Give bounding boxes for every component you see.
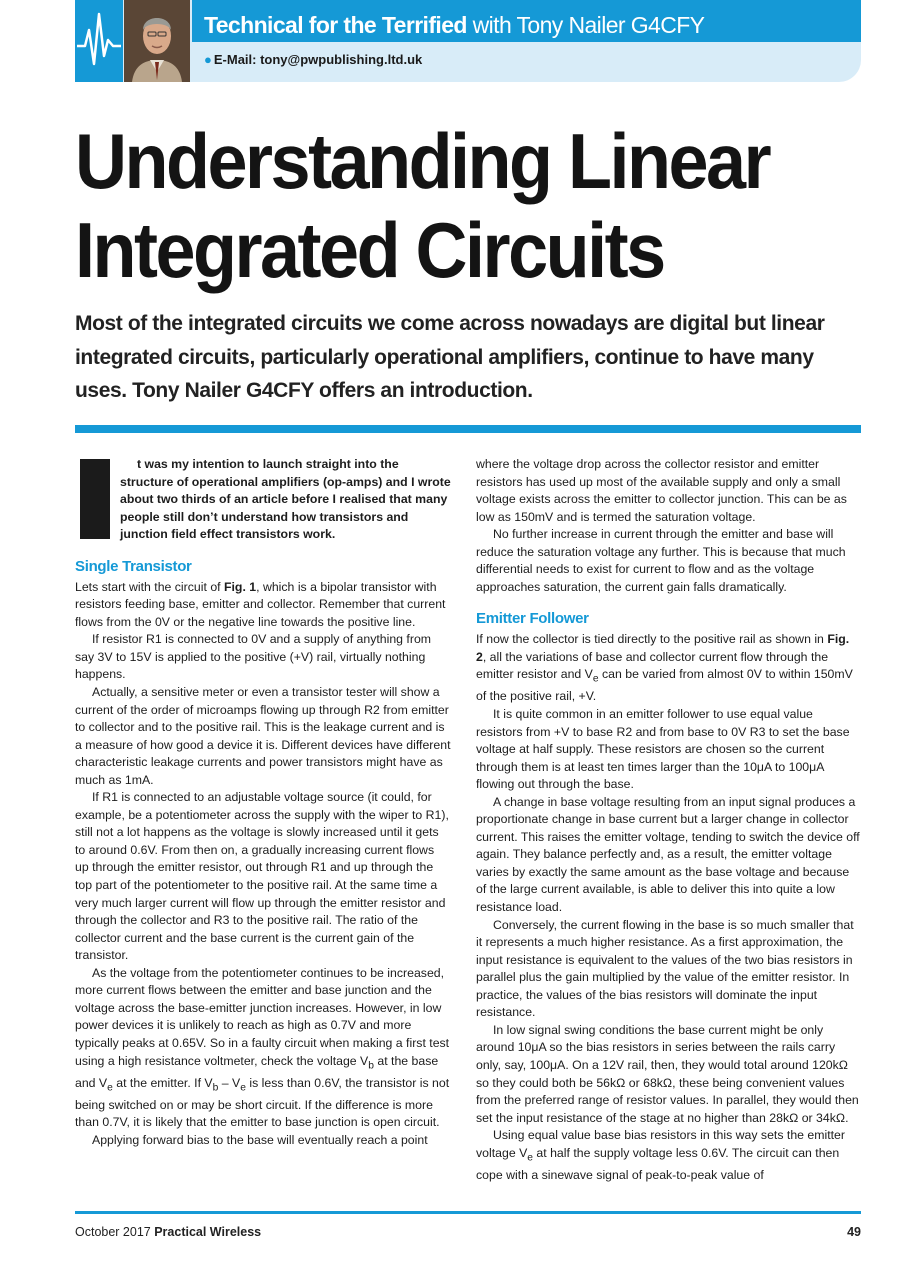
bullet-icon: ●	[204, 52, 212, 67]
footer-issue	[75, 1225, 261, 1239]
intro-paragraph: t was my intention to launch straight into the structure of operational amplifiers (op-amps) and I wrote about two thirds of an article before I realised that many people still don’t understand how transistors and junction field effect transistors work.	[120, 457, 451, 542]
body-paragraph: If resistor R1 is connected to 0V and a supply of anything from say 3V to 15V is applied to the positive (+V) rail, virtually nothing happens.	[75, 632, 432, 682]
section-heading-single-transistor: Single Transistor	[75, 557, 192, 575]
article-title-line-1: Understanding Linear	[75, 119, 770, 206]
series-title-bold: Technical for the Terrified	[204, 12, 467, 38]
article-title	[75, 118, 875, 295]
series-title	[204, 10, 704, 40]
author-photo	[124, 0, 190, 82]
right-column	[476, 456, 862, 1184]
page-number: 49	[847, 1225, 861, 1239]
body-paragraph: Applying forward bias to the base will eventually reach a point	[92, 1132, 428, 1147]
title-divider	[75, 425, 861, 433]
series-title-author: with Tony Nailer G4CFY	[466, 12, 705, 38]
body-paragraph: Conversely, the current flowing in the base is so much smaller that it represents a much higher resistance. As a first approximation, the input resistance is equivalent to the values of the two bias resistors in parallel plus the gain multiplied by the value of the emitter resistor. In practice, the values of the bias resistors will dominate the input resistance.	[476, 917, 854, 1020]
body-paragraph: where the voltage drop across the collector resistor and emitter resistors has used up most of the available supply and only a small voltage exists across the emitter to collector junction. This can be as low as 150mV and is termed the saturation voltage.	[476, 457, 847, 524]
body-paragraph: Actually, a sensitive meter or even a transistor tester will show a current of the order of microamps flowing up through R2 from emitter to collector and to the positive rail. This is the leakage current and is a measure of how good a device it is. Different devices have different characteristic leakage currents and power transistors might have as much as 1mA.	[75, 685, 451, 787]
figure-reference: Fig. 2	[476, 632, 850, 664]
body-paragraph: In low signal swing conditions the base current might be only around 10μA so the bias resistors in series between the rails carry only, say, 100μA. On a 12V rail, then, they would total around 120kΩ so they could both be 56kΩ or 68kΩ, these being convenient values from the preferred range of resistor values. In parallel, they would then set the input resistance of the stage at no higher than 28kΩ or 34kΩ.	[476, 1022, 859, 1125]
body-paragraph: Lets start with the circuit of Fig. 1, which is a bipolar transistor with resistors feeding base, emitter and collector. Remember that current flows from the 0V or the negative line towards the positive line.	[75, 579, 446, 629]
body-paragraph: No further increase in current through the emitter and base will reduce the saturation voltage any further. This is because that much differential needs to exist for current to flow and as the voltage approaches saturation, the current gain falls dramatically.	[476, 527, 846, 594]
body-paragraph: As the voltage from the potentiometer continues to be increased, more current flows between the emitter and base junction and the voltage across the base-emitter junction increases. However, in low power devices it is unlikely to reach as high as 0.7V and more typically peaks at 0.65V. So in a faulty circuit when making a first test using a high resistance voltmeter, check the voltage $V_b$ at the base and $V_e$ at the emitter. If $V_b - V_e$ is less than 0.6V, the transistor is not being switched on or may be short circuit. If the difference is more than 0.7V, it is likely that the emitter to base junction is open circuit.	[75, 965, 450, 1130]
article-standfirst: Most of the integrated circuits we come across nowadays are digital but linear integrated circuits, particularly operational amplifiers, continue to have many uses. Tony Nailer G4CFY offers an introduction.	[75, 312, 825, 402]
waveform-icon	[75, 0, 123, 82]
figure-reference: Fig. 1	[224, 579, 257, 594]
footer-magazine: Practical Wireless	[154, 1225, 262, 1239]
body-paragraph: If now the collector is tied directly to the positive rail as shown in Fig. 2, all the variations of base and collector current flow through the emitter resistor and $V_e$ can be varied from almost 0V to within 150mV of the positive rail, +V.	[476, 632, 853, 704]
body-paragraph: Using equal value base bias resistors in this way sets the emitter voltage $V_e$ at half the supply voltage less 0.6V. The circuit can then cope with a sinewave signal of peak-to-peak value of	[476, 1128, 845, 1182]
footer-divider	[75, 1211, 861, 1214]
left-column	[75, 456, 451, 1149]
author-email-text: E-Mail: tony@pwpublishing.ltd.uk	[213, 52, 423, 67]
author-email[interactable]	[204, 52, 422, 67]
footer-date: October 2017	[75, 1225, 155, 1239]
body-paragraph: A change in base voltage resulting from an input signal produces a proportionate change in base current but a larger change in collector current. This raises the emitter voltage, tending to switch the device off again. They balance perfectly and, as a result, the emitter voltage varies by exactly the same amount as the base voltage and because of the large current available, is able to deliver this into quite a low resistance load.	[476, 794, 860, 915]
article-title-line-2: Integrated Circuits	[75, 207, 664, 295]
section-heading-emitter-follower: Emitter Follower	[476, 610, 589, 628]
body-paragraph: If R1 is connected to an adjustable voltage source (it could, for example, be a potentiometer across the supply with the wiper to R1), still not a lot happens as the voltage is slowly increased until it gets to around 0.6V. From then on, a gradually increasing current flows up through the emitter resistor, out through R1 and up through the top part of the potentiometer to the positive rail. At the same time a very much larger current will flow up through the emitter resistor and through the collector and R3 to the positive rail. The ratio of the collector current and the base current is the current gain of the transistor.	[75, 790, 449, 963]
body-paragraph: It is quite common in an emitter follower to use equal value resistors from +V to base R2 and from base to 0V R3 to set the base voltage at half supply. These resistors are chosen so the current through them is at least ten times larger than the 10μA to 100μA flowing out through the base.	[476, 707, 850, 792]
drop-cap-letter	[80, 459, 110, 539]
